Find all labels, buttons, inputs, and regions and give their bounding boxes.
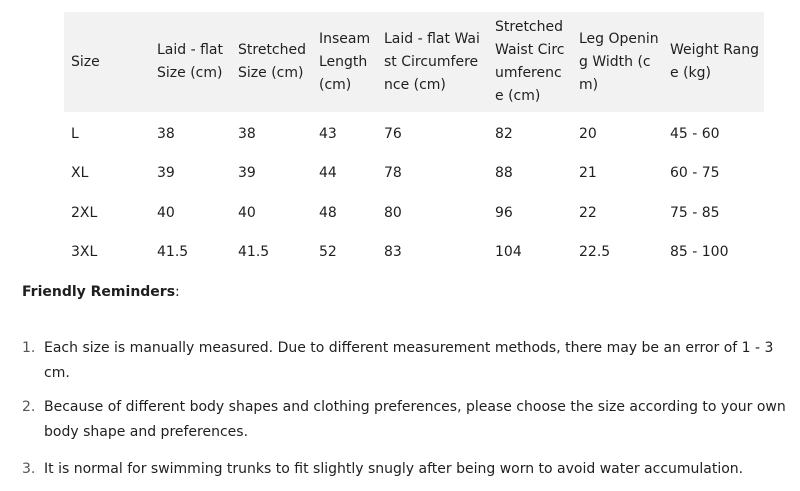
table-cell: 40 [238,204,256,221]
table-cell: 45 - 60 [670,125,720,142]
list-item-number: 3. [22,461,36,477]
table-row [64,193,764,233]
table-cell: 60 - 75 [670,165,720,182]
table-cell: 21 [579,165,597,182]
table-cell: 38 [238,125,256,142]
reminders-title-colon: : [175,284,180,300]
table-row [64,112,764,154]
header-leg-opening: Leg Opening Width (cm) [579,30,659,93]
table-header-row [64,12,764,112]
table-cell: 96 [495,204,513,221]
table-cell: 22 [579,204,597,221]
header-laid-flat-waist: Laid - flat Waist Circumference (cm) [384,30,480,93]
list-item-number: 1. [22,340,36,356]
table-cell: 41.5 [238,244,270,261]
table-row [64,233,764,273]
table-cell: 41.5 [157,244,189,261]
list-item [22,457,797,482]
list-item-text: Each size is manually measured. Due to different measurement methods, there may be an error of 1 - 3 cm. [44,340,774,381]
table-cell: XL [71,165,89,182]
list-item-number: 2. [22,399,36,415]
list-item [22,336,797,386]
table-cell: 52 [319,244,337,261]
table-cell: 38 [157,125,175,142]
reminder-list [22,336,797,491]
table-cell: 82 [495,125,513,142]
header-stretched-size: Stretched Size (cm) [238,42,306,81]
table-cell: 48 [319,204,337,221]
table-cell: 3XL [71,244,98,261]
reminders-heading [22,284,180,300]
table-cell: 78 [384,165,402,182]
table-row [64,154,764,194]
table-cell: 75 - 85 [670,204,720,221]
table-cell: 22.5 [579,244,611,261]
table-cell: 88 [495,165,513,182]
table-cell: 43 [319,125,337,142]
list-item [22,395,797,445]
table-cell: 80 [384,204,402,221]
table-cell: 20 [579,125,597,142]
table-cell: L [71,125,79,142]
list-item-text: Because of different body shapes and clothing preferences, please choose the size according to your own body shape and preferences. [44,399,786,440]
table-cell: 76 [384,125,402,142]
reminders-title: Friendly Reminders [22,284,176,300]
header-weight-range: Weight Range (kg) [670,42,759,81]
header-stretched-waist: Stretched Waist Circumference (cm) [495,19,565,104]
table-cell: 39 [157,165,175,182]
size-chart-table [64,12,764,272]
table-cell: 39 [238,165,256,182]
table-cell: 85 - 100 [670,244,729,261]
table-cell: 83 [384,244,402,261]
header-laid-flat-size: Laid - flat Size (cm) [157,42,223,81]
table-cell: 44 [319,165,337,182]
table-cell: 2XL [71,204,98,221]
table-cell: 104 [495,244,522,261]
header-inseam-length: Inseam Length (cm) [319,30,371,93]
table-cell: 40 [157,204,175,221]
list-item-text: It is normal for swimming trunks to fit slightly snugly after being worn to avoid water accumulation. [44,461,744,477]
header-size: Size [71,53,100,70]
